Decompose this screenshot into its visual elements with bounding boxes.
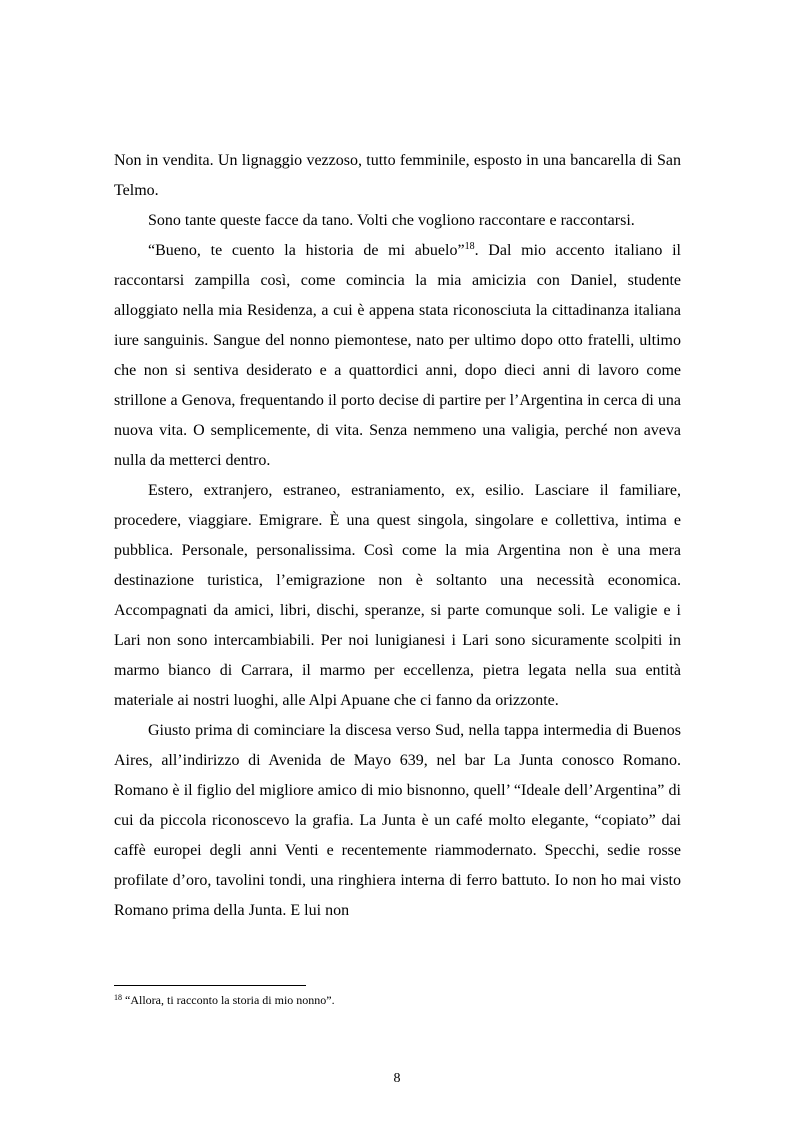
paragraph-3 bbox=[114, 236, 681, 476]
paragraph-5: Giusto prima di cominciare la discesa verso Sud, nella tappa intermedia di Buenos Aires, all’indirizzo di Avenida de Mayo 639, nel bar La Junta conosco Romano. Romano è il figlio del migliore amico di mio bisnonno, quell’ “Ideale dell’Argentina” di cui da piccola riconoscevo la grafia. La Junta è un café molto elegante, “copiato” dai caffè europei degli anni Venti e recentemente riammodernato. Specchi, sedie rosse profilate d’oro, tavolini tondi, una ringhiera interna di ferro battuto. Io non ho mai visto Romano prima della Junta. E lui non bbox=[114, 722, 681, 919]
footnote-separator bbox=[114, 985, 306, 986]
footnote-text: “Allora, ti racconto la storia di mio nonno”. bbox=[125, 993, 335, 1007]
page-number: 8 bbox=[393, 1071, 401, 1086]
paragraph-4: Estero, extranjero, estraneo, estraniamento, ex, esilio. Lasciare il familiare, procedere, viaggiare. Emigrare. È una quest singola, singolare e collettiva, intima e pubblica. Personale, personalissima. Così come la mia Argentina non è una mera destinazione turistica, l’emigrazione non è soltanto una necessità economica. Accompagnati da amici, libri, dischi, speranze, si parte comunque soli. Le valigie e i Lari non sono intercambiabili. Per noi lunigianesi i Lari sono sicuramente scolpiti in marmo bianco di Carrara, il marmo per eccellenza, pietra legata nella sua entità materiale ai nostri luoghi, alle Alpi Apuane che ci fanno da orizzonte. bbox=[114, 482, 681, 709]
footnote-number: 18 bbox=[114, 993, 122, 1002]
paragraph-2: Sono tante queste facce da tano. Volti che vogliono raccontare e raccontarsi. bbox=[148, 212, 635, 229]
paragraph-3-start: “Bueno, te cuento la historia de mi abuelo” bbox=[148, 242, 465, 259]
footnote bbox=[114, 992, 681, 1008]
paragraph-3-rest: . Dal mio accento italiano il raccontarsi zampilla così, come comincia la mia amicizia con Daniel, studente alloggiato nella mia Residenza, a cui è appena stata riconosciuta la cittadinanza italiana iure sanguinis. Sangue del nonno piemontese, nato per ultimo dopo otto fratelli, ultimo che non si sentiva desiderato e a quattordici anni, dopo dieci anni di lavoro come strillone a Genova, frequentando il porto decise di partire per l’Argentina in cerca di una nuova vita. O semplicemente, di vita. Senza nemmeno una valigia, perché non aveva nulla da metterci dentro. bbox=[114, 242, 681, 469]
page-body bbox=[114, 146, 681, 926]
footnote-reference[interactable]: 18 bbox=[464, 241, 475, 252]
paragraph-1: Non in vendita. Un lignaggio vezzoso, tutto femminile, esposto in una bancarella di San Telmo. bbox=[114, 152, 681, 199]
